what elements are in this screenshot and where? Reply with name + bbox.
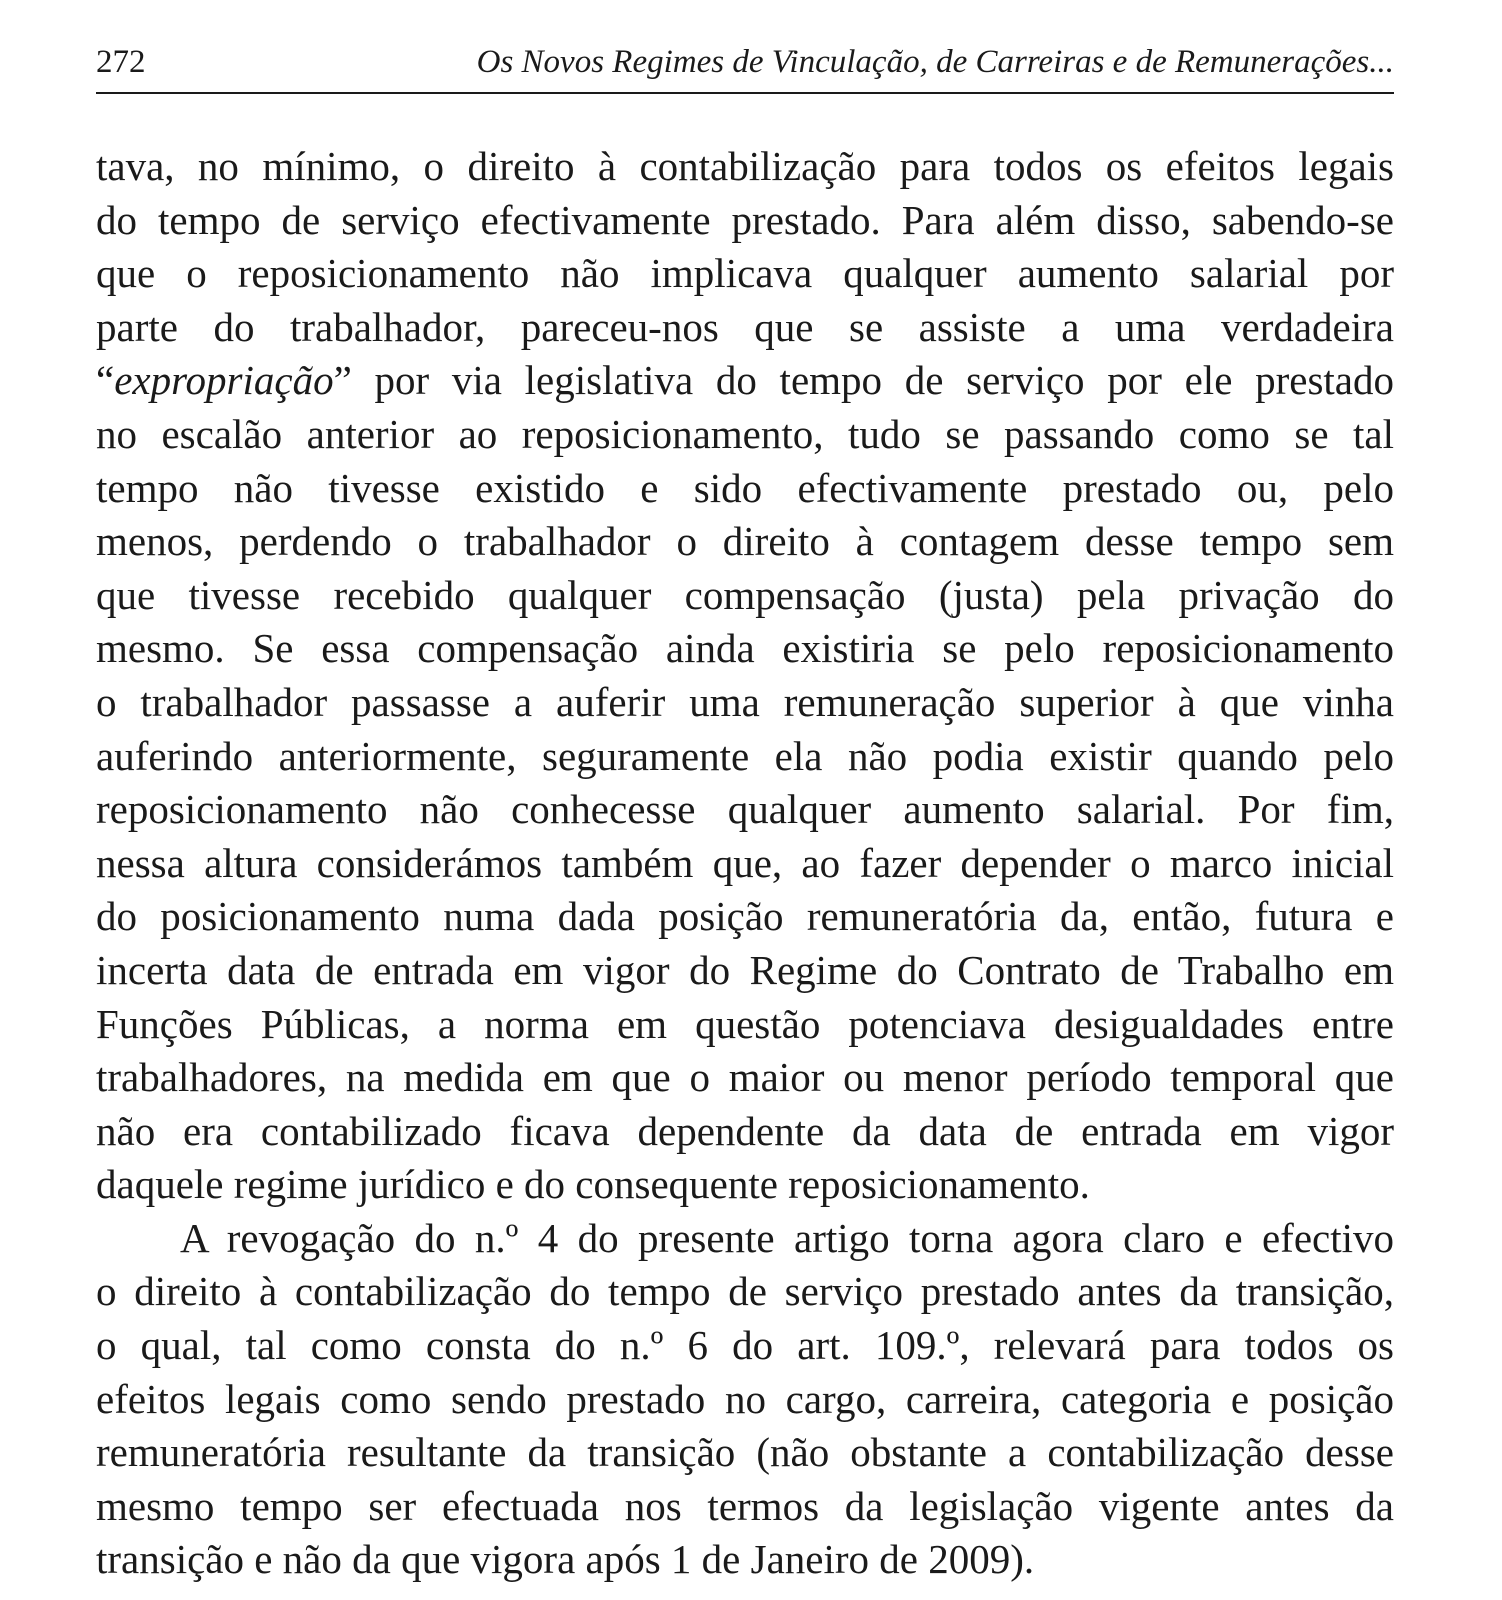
text-line: Funções Públicas, a norma em questão potenciava desigualdades entre (96, 1000, 1394, 1047)
text-line: remuneratória resultante da transição (não obstante a contabilização desse (96, 1429, 1394, 1476)
paragraph-2 (96, 1212, 1394, 1587)
open-quote: “ (96, 357, 115, 404)
text-line: trabalhadores, na medida em que o maior ou menor período temporal que (96, 1054, 1394, 1101)
text-line: no escalão anterior ao reposicionamento, tudo se passando como se tal (96, 410, 1394, 457)
running-header (96, 38, 1394, 94)
text-line: reposicionamento não conhecesse qualquer aumento salarial. Por fim, (96, 786, 1394, 833)
page-number: 272 (96, 44, 146, 80)
text-line: que o reposicionamento não implicava qualquer aumento salarial por (96, 250, 1394, 297)
text-line: mesmo tempo ser efectuada nos termos da legislação vigente antes da (96, 1482, 1394, 1529)
text-segment: ” por via legislativa do tempo de serviço por ele prestado (333, 357, 1394, 404)
text-line: incerta data de entrada em vigor do Regime do Contrato de Trabalho em (96, 946, 1394, 993)
text-line: do posicionamento numa dada posição remuneratória da, então, futura e (96, 893, 1394, 940)
text-line: A revogação do n.º 4 do presente artigo torna agora claro e efectivo (180, 1214, 1394, 1261)
text-line: o direito à contabilização do tempo de serviço prestado antes da transição, (96, 1268, 1394, 1315)
text-line: efeitos legais como sendo prestado no cargo, carreira, categoria e posição (96, 1375, 1394, 1422)
paragraph-1 (96, 140, 1394, 1212)
text-line (96, 354, 1394, 408)
text-line: menos, perdendo o trabalhador o direito à contagem desse tempo sem (96, 518, 1394, 565)
body-text (96, 140, 1394, 1587)
text-line: parte do trabalhador, pareceu-nos que se assiste a uma verdadeira (96, 303, 1394, 350)
text-line: o trabalhador passasse a auferir uma remuneração superior à que vinha (96, 678, 1394, 725)
running-title: Os Novos Regimes de Vinculação, de Carreiras e de Remunerações... (476, 44, 1394, 80)
text-line: nessa altura considerámos também que, ao fazer depender o marco inicial (96, 839, 1394, 886)
italic-term: expropriação (114, 357, 334, 404)
text-line: do tempo de serviço efectivamente prestado. Para além disso, sabendo-se (96, 196, 1394, 243)
text-line: que tivesse recebido qualquer compensação (justa) pela privação do (96, 571, 1394, 618)
text-line: tempo não tivesse existido e sido efectivamente prestado ou, pelo (96, 464, 1394, 511)
text-line: o qual, tal como consta do n.º 6 do art. 109.º, relevará para todos os (96, 1322, 1394, 1369)
text-line: daquele regime jurídico e do consequente reposicionamento. (96, 1161, 1090, 1208)
text-line: mesmo. Se essa compensação ainda existiria se pelo reposicionamento (96, 625, 1394, 672)
text-line: não era contabilizado ficava dependente da data de entrada em vigor (96, 1107, 1394, 1154)
text-line: auferindo anteriormente, seguramente ela não podia existir quando pelo (96, 732, 1394, 779)
text-line: transição e não da que vigora após 1 de Janeiro de 2009). (96, 1536, 1035, 1583)
text-line: tava, no mínimo, o direito à contabilização para todos os efeitos legais (96, 143, 1394, 189)
